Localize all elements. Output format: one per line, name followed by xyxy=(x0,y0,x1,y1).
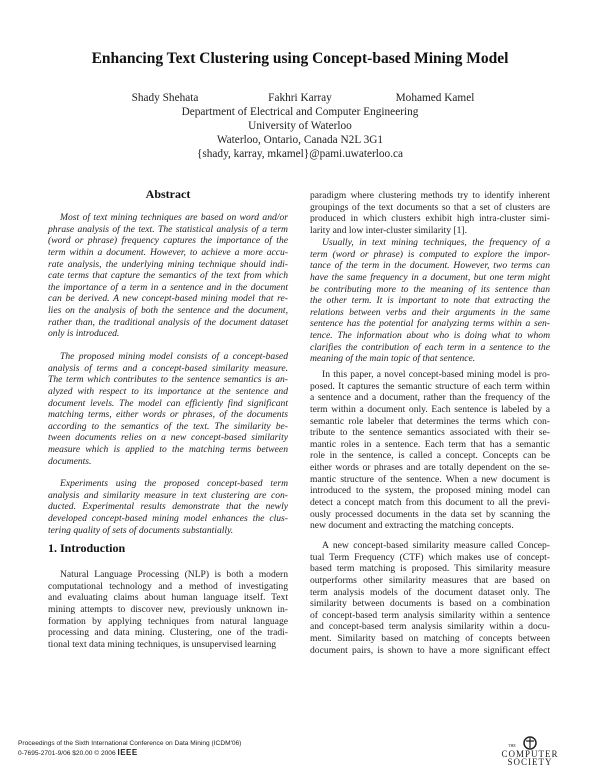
text-line: based term matching is proposed. This similarity measure xyxy=(310,563,550,575)
text-line: documents. xyxy=(48,455,92,467)
text-line: lies on the analysis of both the sentence and the document, xyxy=(48,305,288,317)
text-line: tence. The information about who is doing what to whom xyxy=(310,330,550,342)
abstract-heading: Abstract xyxy=(145,187,191,201)
text-line: only is introduced. xyxy=(48,328,120,340)
text-line: have the same frequency in a document, but one term might xyxy=(310,271,550,283)
text-line: outperforms other similarity measures that are based on xyxy=(310,574,550,586)
text-line: cate terms that capture the semantics of the text from which xyxy=(48,270,288,282)
text-line: term analysis models of the document dataset only. The xyxy=(310,586,550,598)
text-line: matching terms, either words or phrases, of the documents xyxy=(48,409,288,421)
text-line: clarifies the contribution of each term in a sentence to the xyxy=(310,341,550,353)
text-line: according to the semantics of the text. The similarity be- xyxy=(48,420,288,432)
text-line: tual Term Frequency (CTF) which makes use of concept- xyxy=(310,551,550,563)
text-line: Experiments using the proposed concept-based term xyxy=(60,478,288,489)
text-line: produced in which clusters exhibit high intra-cluster simi- xyxy=(310,213,550,225)
text-line: the importance of a term in a sentence and in the document xyxy=(48,281,288,293)
text-line: and concept-based term analysis similarity within a docu- xyxy=(310,621,550,633)
text-line: mining attempts to discover new, previously unknown in- xyxy=(48,603,288,615)
author-department: Department of Electrical and Computer Engineering xyxy=(181,106,419,118)
text-line: ment. Similarity based on matching of concepts between xyxy=(310,633,550,645)
body-paragraph xyxy=(310,369,550,532)
author-names xyxy=(0,91,600,105)
text-line: and evaluating claims about human language itself. Text xyxy=(48,592,288,604)
text-line: formation by applying techniques from natural language xyxy=(48,615,288,627)
body-paragraph xyxy=(310,190,550,237)
author-name: Shady Shehata xyxy=(131,92,199,104)
text-line: of concept-based term analysis similarity within a sentence xyxy=(310,609,550,621)
text-line: similarity between documents is based on a combination xyxy=(310,598,550,610)
author-name: Fakhri Karray xyxy=(268,92,332,104)
author-university: University of Waterloo xyxy=(248,120,352,132)
abstract-paragraph xyxy=(48,212,288,340)
text-line: Natural Language Processing (NLP) is both a modern xyxy=(60,569,288,580)
text-line: can be derived. A new concept-based mining model that re- xyxy=(48,293,288,305)
abstract-paragraph xyxy=(48,478,288,536)
text-line: rate analysis, the underlying mining technique should indi- xyxy=(48,258,288,270)
ieee-logo: IEEE xyxy=(117,747,138,757)
text-line: A new concept-based similarity measure called Concep- xyxy=(322,540,550,551)
text-line: term within a document only. Each sentence is labeled by a xyxy=(310,403,550,415)
text-line: processing and data mining. Clustering, one of the tradi- xyxy=(48,627,288,639)
section-heading-introduction: 1. Introduction xyxy=(48,541,126,555)
logo-society: SOCIETY xyxy=(507,757,553,767)
text-line: be contributing more to the meaning of its sentence than xyxy=(310,283,550,295)
text-line: analysis of terms and a concept-based similarity measure. xyxy=(48,362,288,374)
paper-title: Enhancing Text Clustering using Concept-based Mining Model xyxy=(91,50,509,67)
text-line: role in the sentence, is called a concept. Concepts can be xyxy=(310,450,550,462)
text-line: tance of the term in the document. However, two terms can xyxy=(310,260,550,272)
text-line: mantic roles in a sentence. Each term that has a semantic xyxy=(310,438,550,450)
text-line: paradigm where clustering methods try to identify inherent xyxy=(310,190,550,201)
text-line: measure which is applied to the matching terms between xyxy=(48,444,288,456)
body-paragraph xyxy=(310,237,550,365)
text-line: Most of text mining techniques are based on word and/or xyxy=(60,212,288,223)
text-line: (word or phrase) frequency captures the importance of the xyxy=(48,235,288,247)
text-line: computational technology and a method of investigating xyxy=(48,580,288,592)
logo-the: THE xyxy=(508,743,516,748)
text-line: tering quality of sets of documents substantially. xyxy=(48,524,234,536)
footer-proceedings: Proceedings of the Sixth International Conference on Data Mining (ICDM'06) xyxy=(18,740,242,747)
text-line: tional text data mining techniques, is unsupervised learning xyxy=(48,638,277,650)
text-line: introduced to the system, the proposed mining model can xyxy=(310,485,550,497)
logo-computer: COMPUTER xyxy=(501,749,559,759)
computer-society-logo xyxy=(500,736,560,766)
footer-isbn: 0-7695-2701-9/06 $20.00 © 2006 xyxy=(18,749,116,757)
text-line: phrase analysis of the text. The statistical analysis of a term xyxy=(48,223,288,235)
text-line: term (word or phrase) is computed to explore the impor- xyxy=(310,248,550,260)
text-line: tribute to the sentence semantics associated with their se- xyxy=(310,427,550,439)
text-line: The proposed mining model consists of a concept-based xyxy=(60,351,288,362)
text-line: ously processed documents in the data set by scanning the xyxy=(310,508,550,520)
text-line: sentence has the potential for analyzing terms within a sen- xyxy=(310,318,550,330)
text-line: posed. It captures the semantic structure of each term within xyxy=(310,380,550,392)
author-email: {shady, karray, mkamel}@pami.uwaterloo.ca xyxy=(196,148,404,160)
body-paragraph xyxy=(48,569,288,650)
text-line: groupings of the text documents so that a set of clusters are xyxy=(310,201,550,213)
text-line: new document and extracting the matching concepts. xyxy=(310,520,514,532)
text-line: mantic structure of the sentence. When a new document is xyxy=(310,473,550,485)
text-line: larity and low inter-cluster similarity [1]. xyxy=(310,224,467,236)
author-address: Waterloo, Ontario, Canada N2L 3G1 xyxy=(216,134,384,146)
text-line: rather than, the traditional analysis of the document dataset xyxy=(48,316,288,328)
text-line: Usually, in text mining techniques, the frequency of a xyxy=(322,237,550,248)
text-line: ducted. Experimental results demonstrate that the newly xyxy=(48,501,288,513)
text-line: meaning of the main topic of that sentence. xyxy=(310,353,476,365)
text-line: document levels. The model can efficiently find significant xyxy=(48,397,288,409)
text-line: tween documents relies on a new concept-based similarity xyxy=(48,432,288,444)
text-line: a sentence and a document, rather than the frequency of the xyxy=(310,392,550,404)
text-line: analysis and similarity measure in text clustering are con- xyxy=(48,489,288,501)
author-name: Mohamed Kamel xyxy=(395,92,475,104)
text-line: term within a document. However, to achieve a more accu- xyxy=(48,246,288,258)
text-line: detect a concept match from this document to all the previ- xyxy=(310,497,550,509)
text-line: relations between verbs and their arguments in the same xyxy=(310,306,550,318)
text-line: The term which contributes to the sentence semantics is an- xyxy=(48,374,288,386)
text-line: developed concept-based mining model enhances the clus- xyxy=(48,512,288,524)
footer-citation xyxy=(18,740,241,758)
text-line: semantic role labeler that determines the terms which con- xyxy=(310,415,550,427)
abstract-paragraph xyxy=(48,351,288,467)
author-block xyxy=(0,91,600,161)
text-line: alyzed with respect to its importance at the sentence and xyxy=(48,385,288,397)
text-line: the other term. It is important to note that extracting the xyxy=(310,295,550,307)
text-line: either words or phrases and are totally dependent on the se- xyxy=(310,462,550,474)
text-line: document pairs, is shown to have a more significant effect xyxy=(310,644,550,656)
computer-society-emblem-icon xyxy=(520,736,540,750)
body-paragraph xyxy=(310,540,550,656)
text-line: In this paper, a novel concept-based mining model is pro- xyxy=(322,369,550,380)
